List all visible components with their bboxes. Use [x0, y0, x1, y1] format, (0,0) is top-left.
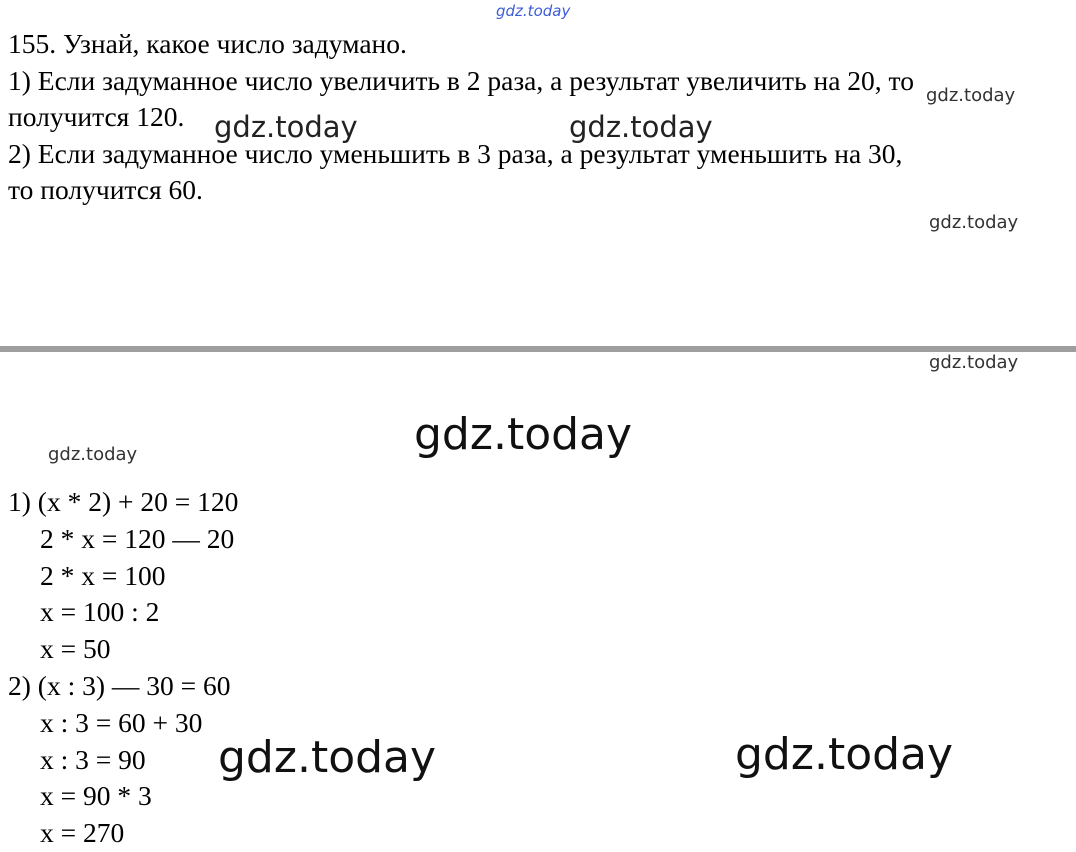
problem-line: 1) Если задуманное число увеличить в 2 раза, а результат увеличить на 20, то	[8, 64, 914, 96]
section-divider	[0, 346, 1076, 352]
watermark: gdz.today	[929, 212, 1019, 233]
watermark: gdz.today	[926, 85, 1016, 106]
solution-equation-2: 2) (x : 3) — 30 = 60	[8, 669, 231, 701]
solution-equation-1: 1) (x * 2) + 20 = 120	[8, 486, 239, 517]
watermark: gdz.today	[735, 729, 954, 780]
solution-step: x = 100 : 2	[40, 596, 160, 628]
watermark: gdz.today	[48, 444, 138, 465]
watermark: gdz.today	[496, 2, 571, 20]
watermark: gdz.today	[569, 110, 713, 144]
watermark: gdz.today	[218, 732, 437, 783]
watermark: gdz.today	[414, 409, 633, 460]
solution-step: x : 3 = 90	[40, 743, 146, 775]
watermark: gdz.today	[929, 352, 1019, 373]
problem-heading: 155. Узнай, какое число задумано.	[8, 28, 407, 59]
problem-line: получится 120.	[8, 101, 185, 132]
watermark: gdz.today	[214, 110, 358, 144]
solution-step: x = 50	[40, 633, 111, 665]
problem-line: то получится 60.	[8, 174, 203, 205]
problem-statement	[8, 26, 1072, 209]
problem-line: 2) Если задуманное число уменьшить в 3 раза, а результат уменьшить на 30,	[8, 137, 903, 169]
solution-step: x : 3 = 60 + 30	[40, 706, 203, 738]
solution-step: x = 90 * 3	[40, 780, 152, 812]
solution-step: 2 * x = 120 — 20	[40, 522, 235, 554]
solution-step: 2 * x = 100	[40, 559, 166, 591]
solution	[8, 484, 238, 852]
solution-step: x = 270	[40, 817, 125, 849]
